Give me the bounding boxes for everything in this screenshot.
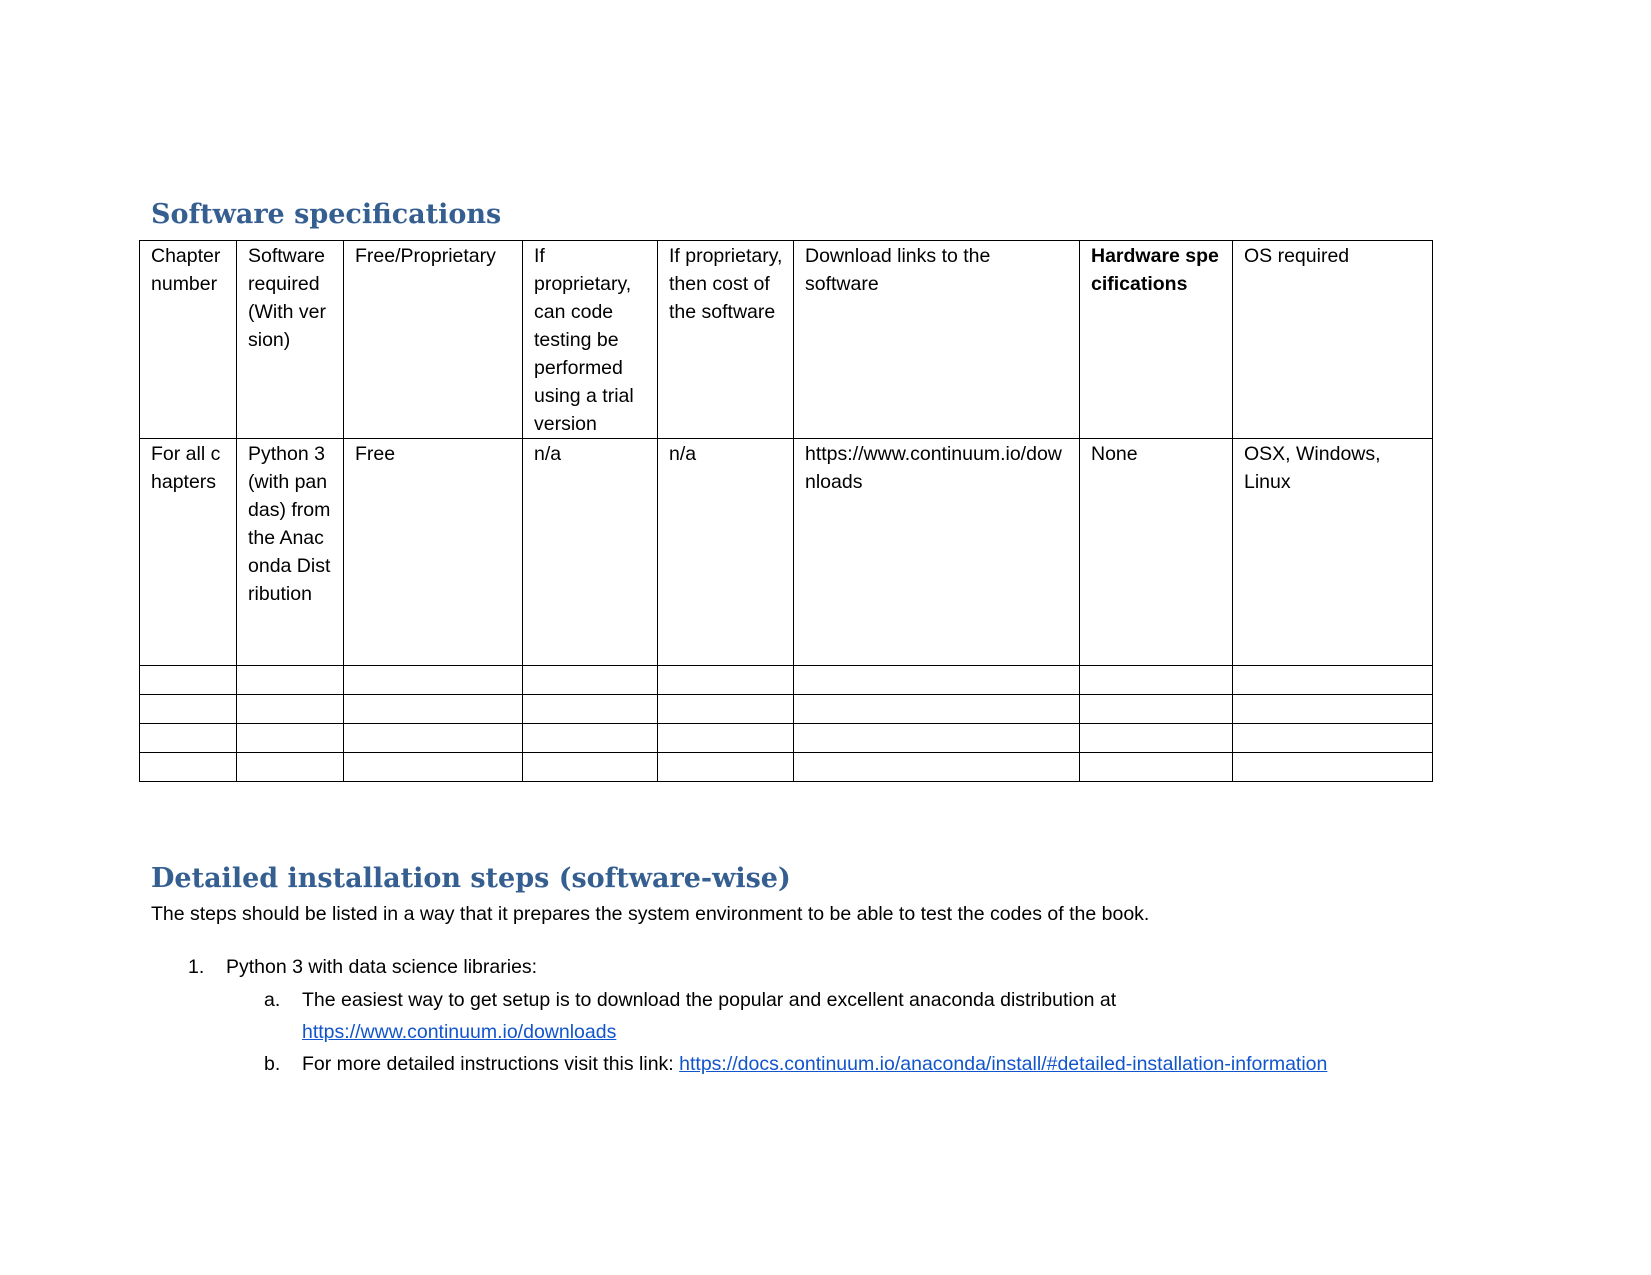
installation-steps-heading: Detailed installation steps (software-wise) <box>151 863 791 894</box>
sub-item-b-text: For more detailed instructions visit this link: <box>302 1053 674 1075</box>
empty-table-row <box>140 724 1433 753</box>
header-software-required: Software required (With version) <box>237 241 344 439</box>
empty-table-row <box>140 753 1433 782</box>
installation-intro-text: The steps should be listed in a way that it prepares the system environment to be able to test the codes of the book. <box>151 903 1150 925</box>
header-cost: If proprietary, then cost of the software <box>658 241 794 439</box>
header-chapter-number: Chapter number <box>140 241 237 439</box>
cell-license: Free <box>344 439 523 666</box>
list-marker-1: 1. <box>188 956 205 978</box>
sub-item-b <box>302 1053 1327 1076</box>
header-download-links: Download links to the software <box>794 241 1080 439</box>
header-trial-version: If proprietary, can code testing be performed using a trial version <box>523 241 658 439</box>
header-os-required: OS required <box>1233 241 1433 439</box>
sub-item-a-text: The easiest way to get setup is to download the popular and excellent anaconda distribution at <box>302 989 1117 1011</box>
header-free-proprietary: Free/Proprietary <box>344 241 523 439</box>
cell-os: OSX, Windows, Linux <box>1233 439 1433 666</box>
list-item-python: Python 3 with data science libraries: <box>226 956 538 978</box>
cell-trial: n/a <box>523 439 658 666</box>
list-marker-a: a. <box>264 989 281 1011</box>
sub-item-a-link-line <box>302 1021 616 1044</box>
header-hardware-specifications: Hardware specifications <box>1080 241 1233 439</box>
empty-table-row <box>140 695 1433 724</box>
table-header-row <box>140 241 1433 439</box>
empty-table-row <box>140 666 1433 695</box>
list-marker-b: b. <box>264 1053 281 1075</box>
cell-software: Python 3 (with pandas) from the Anaconda Distribution <box>237 439 344 666</box>
software-specifications-heading: Software specifications <box>151 199 502 230</box>
detailed-installation-link[interactable]: https://docs.continuum.io/anaconda/install/#detailed-installation-information <box>679 1053 1328 1075</box>
cell-chapter: For all chapters <box>140 439 237 666</box>
cell-hardware: None <box>1080 439 1233 666</box>
cell-download-link: https://www.continuum.io/downloads <box>794 439 1080 666</box>
table-row <box>140 439 1433 666</box>
anaconda-download-link[interactable]: https://www.continuum.io/downloads <box>302 1021 617 1043</box>
software-specifications-table <box>139 240 1433 782</box>
cell-cost: n/a <box>658 439 794 666</box>
